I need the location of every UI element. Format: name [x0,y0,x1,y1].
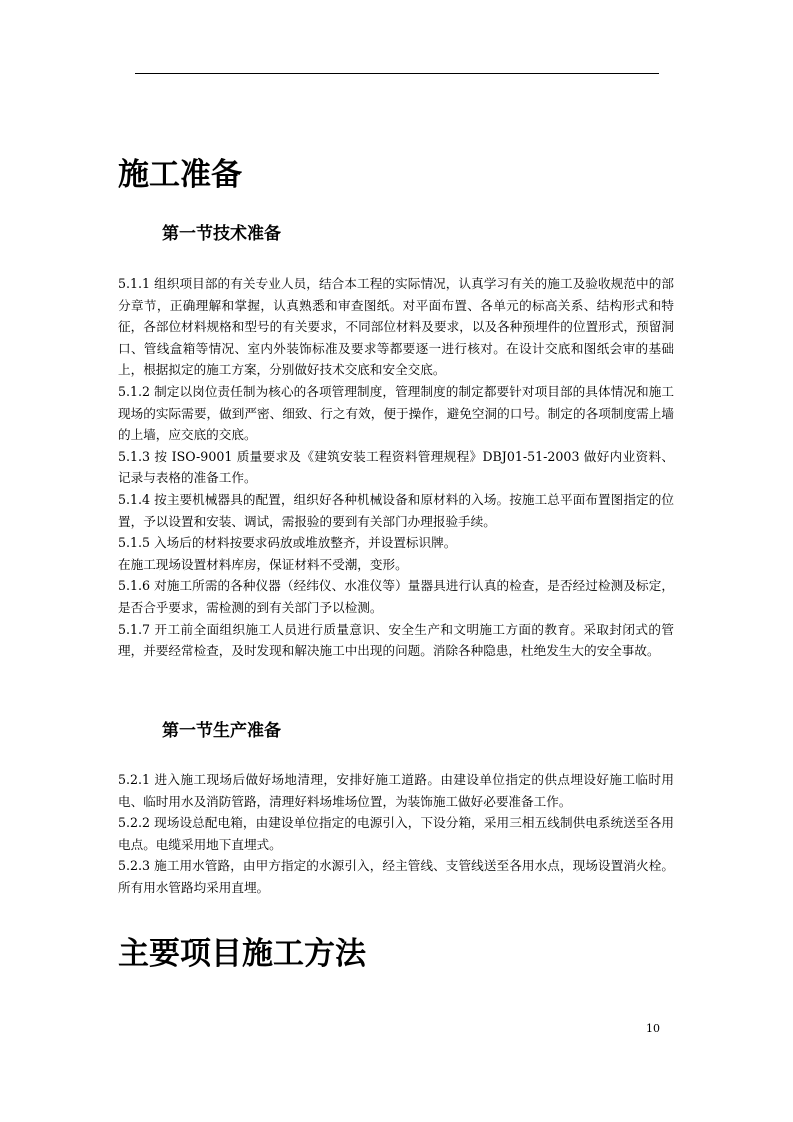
header-rule [135,73,659,74]
subsection-title-technical-preparation: 第一节技术准备 [162,224,281,244]
paragraph-5-1-2: 5.1.2 制定以岗位责任制为核心的各项管理制度，管理制度的制定都要针对项目部的具体情况和施工现场的实际需要，做到严密、细致、行之有效，便于操作，避免空洞的口号。制定的各项制度需上墙的上墙，应交底的交底。 [118,383,674,443]
section-title-main-construction-methods: 主要项目施工方法 [118,936,366,972]
technical-preparation-body [118,273,674,662]
production-preparation-body [118,769,674,899]
paragraph-5-2-2: 5.2.2 现场设总配电箱，由建设单位指定的电源引入，下设分箱，采用三相五线制供电系统送至各用电点。电缆采用地下直埋式。 [118,815,674,852]
paragraph-5-2-1: 5.2.1 进入施工现场后做好场地清理，安排好施工道路。由建设单位指定的供点埋设好施工临时用电、临时用水及消防管路，清理好料场堆场位置，为装饰施工做好必要准备工作。 [118,772,674,809]
page-number: 10 [646,1022,660,1035]
paragraph-5-2-3: 5.2.3 施工用水管路，由甲方指定的水源引入，经主管线、支管线送至各用水点，现场设置消火栓。所有用水管路均采用直埋。 [118,858,674,895]
paragraph-5-1-5: 5.1.5 入场后的材料按要求码放或堆放整齐，并设置标识牌。 [118,535,457,551]
paragraph-5-1-1: 5.1.1 组织项目部的有关专业人员，结合本工程的实际情况，认真学习有关的施工及验收规范中的部分章节，正确理解和掌握，认真熟悉和审查图纸。对平面布置、各单元的标高关系、结构形式和特征，各部位材料规格和型号的有关要求，不同部位材料及要求，以及各种预埋件的位置形式，预留洞口、管线盒箱等情况、室内外装饰标准及要求等都要逐一进行核对。在设计交底和图纸会审的基础上，根据拟定的施工方案，分别做好技术交底和安全交底。 [118,276,674,378]
paragraph-material-storage: 在施工现场设置材料库房，保证材料不受潮，变形。 [118,556,408,572]
paragraph-5-1-6: 5.1.6 对施工所需的各种仪器（经纬仪、水准仪等）量器具进行认真的检查，是否经过检测及标定，是否合乎要求，需检测的到有关部门予以检测。 [118,578,674,615]
paragraph-5-1-7: 5.1.7 开工前全面组织施工人员进行质量意识、安全生产和文明施工方面的教育。采取封闭式的管理，并要经常检查，及时发现和解决施工中出现的问题。消除各种隐患，杜绝发生大的安全事故。 [118,621,674,659]
paragraph-5-1-3: 5.1.3 按 ISO-9001 质量要求及《建筑安装工程资料管理规程》DBJ01-51-2003 做好内业资料、记录与表格的准备工作。 [118,448,674,486]
subsection-title-production-preparation: 第一节生产准备 [162,721,281,741]
section-title-construction-preparation: 施工准备 [118,157,242,193]
paragraph-5-1-4: 5.1.4 按主要机械器具的配置，组织好各种机械设备和原材料的入场。按施工总平面布置图指定的位置，予以设置和安装、调试，需报验的要到有关部门办理报验手续。 [118,491,674,529]
